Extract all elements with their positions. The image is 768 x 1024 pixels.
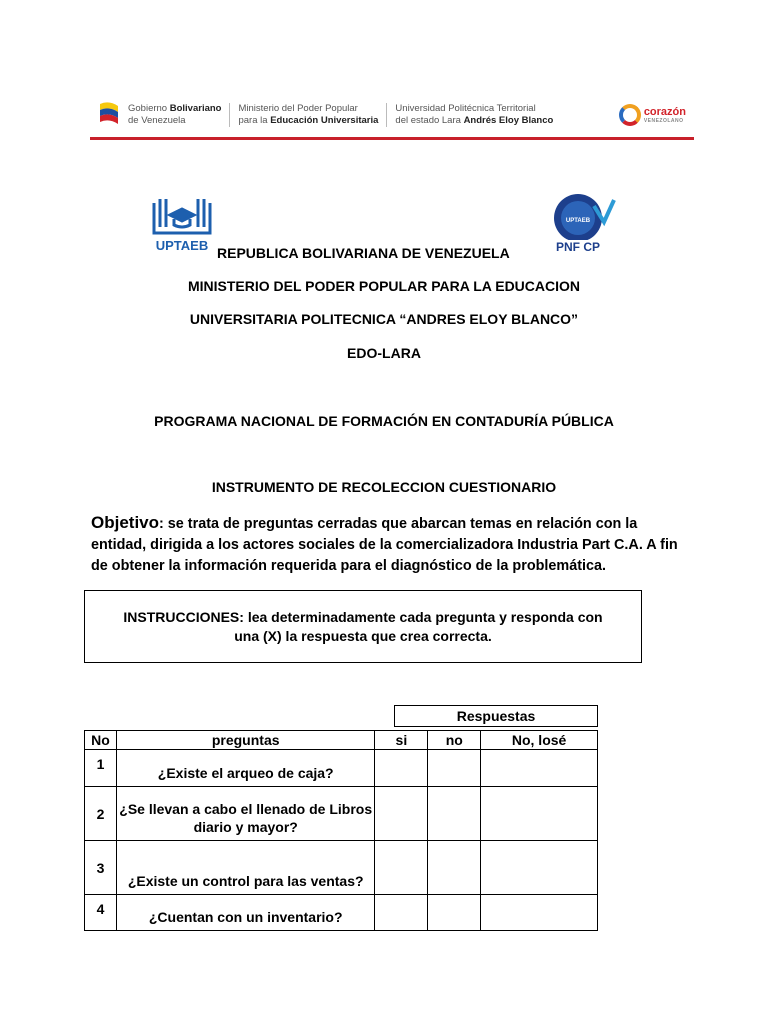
answer-no-cell[interactable] [428, 750, 481, 787]
column-header-si: si [375, 731, 428, 750]
universidad-label: Universidad Politécnica Territorial del estado Lara Andrés Eloy Blanco [395, 102, 554, 126]
column-header-no-answer: no [428, 731, 481, 750]
row-question: ¿Existe el arqueo de caja? [116, 750, 374, 787]
corazon-venezolano-logo: corazón VENEZOLANO [619, 104, 686, 126]
instructions-box [84, 590, 642, 663]
ministry-title: MINISTERIO DEL PODER POPULAR PARA LA EDUCACION [187, 278, 581, 294]
pnf-cp-logo [544, 188, 618, 260]
answer-no-cell[interactable] [428, 841, 481, 895]
objective-text: : se trata de preguntas cerradas que abarcan temas en relación con la entidad, dirigida a los actores sociales de la comercializadora Industria Part C.A. A fin de obtener la información requerida para el diagnóstico de la problemática. [91, 516, 678, 574]
row-question: ¿Se llevan a cabo el llenado de Libros diario y mayor? [116, 787, 374, 841]
state-title: EDO-LARA [347, 345, 421, 361]
column-header-no: No [85, 731, 117, 750]
republic-title: REPUBLICA BOLIVARIANA DE VENEZUELA [217, 245, 510, 261]
gobierno-label: Gobierno Bolivariano de Venezuela [120, 103, 230, 127]
table-row [85, 841, 598, 895]
answer-no-lose-cell[interactable] [481, 787, 598, 841]
answer-si-cell[interactable] [375, 750, 428, 787]
uptaeb-logo [150, 193, 214, 255]
svg-text:UPTAEB: UPTAEB [155, 238, 209, 253]
instrument-title: INSTRUMENTO DE RECOLECCION CUESTIONARIO [211, 479, 557, 495]
responses-header: Respuestas [395, 706, 598, 727]
ministerio-label: Ministerio del Poder Popular para la Educación Universitaria [230, 103, 387, 127]
table-row [85, 895, 598, 931]
answer-no-lose-cell[interactable] [481, 750, 598, 787]
svg-text:PNF CP: PNF CP [555, 240, 601, 254]
answer-si-cell[interactable] [375, 787, 428, 841]
venezuela-flag-icon [98, 100, 120, 130]
table-row [85, 750, 598, 787]
answer-no-cell[interactable] [428, 895, 481, 931]
row-question: ¿Existe un control para las ventas? [116, 841, 374, 895]
responses-header-table [394, 705, 598, 727]
column-header-preguntas: preguntas [116, 731, 374, 750]
row-number: 3 [85, 841, 117, 895]
corazon-heart-icon [619, 104, 641, 126]
objective-paragraph [91, 512, 691, 577]
svg-text:UPTAEB: UPTAEB [565, 218, 591, 224]
row-number: 4 [85, 895, 117, 931]
answer-no-lose-cell[interactable] [481, 841, 598, 895]
table-header-row [85, 731, 598, 750]
questionnaire-table [84, 730, 598, 931]
answer-no-cell[interactable] [428, 787, 481, 841]
row-question: ¿Cuentan con un inventario? [116, 895, 374, 931]
answer-si-cell[interactable] [375, 841, 428, 895]
university-title: UNIVERSITARIA POLITECNICA “ANDRES ELOY BLANCO” [189, 311, 579, 327]
program-title: PROGRAMA NACIONAL DE FORMACIÓN EN CONTADURÍA PÚBLICA [154, 413, 614, 429]
row-number: 2 [85, 787, 117, 841]
table-row [85, 787, 598, 841]
instructions-line-1: INSTRUCCIONES: lea determinadamente cada pregunta y responda con [123, 609, 603, 625]
objective-lead: Objetivo [91, 513, 160, 532]
row-number: 1 [85, 750, 117, 787]
answer-no-lose-cell[interactable] [481, 895, 598, 931]
answer-si-cell[interactable] [375, 895, 428, 931]
header-banner [90, 92, 694, 140]
column-header-no-lose: No, losé [481, 731, 598, 750]
instructions-line-2: una (X) la respuesta que crea correcta. [234, 628, 492, 644]
